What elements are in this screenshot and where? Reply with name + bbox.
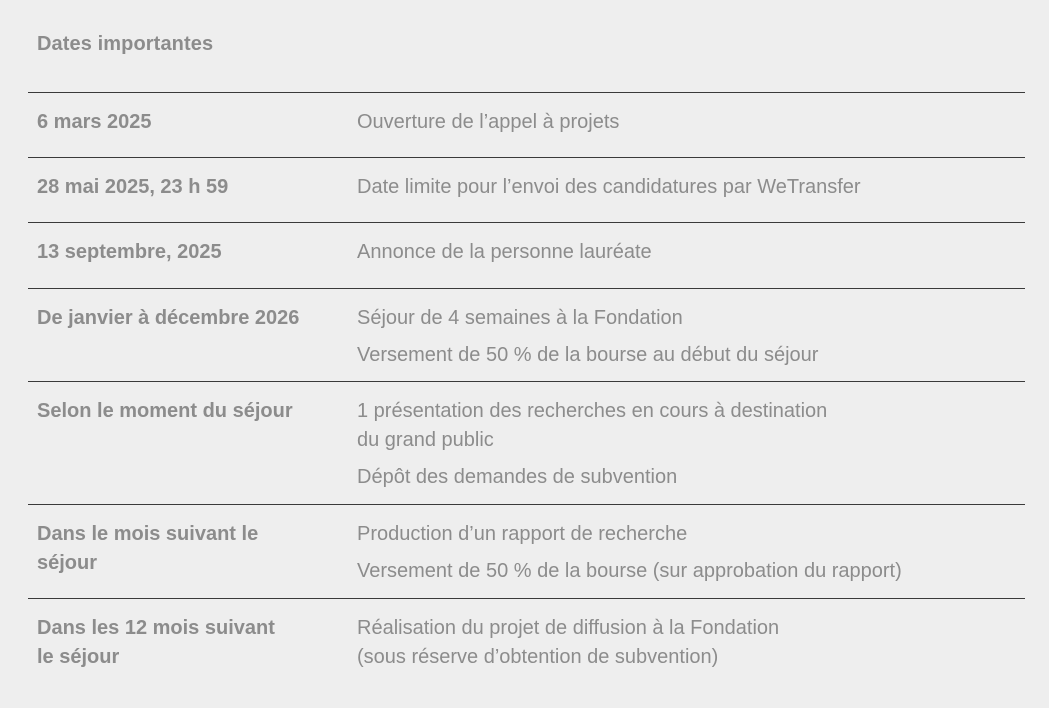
row-date: 13 septembre, 2025 (37, 241, 222, 263)
table-row (28, 382, 1025, 505)
row-description: Annonce de la personne lauréate (357, 241, 652, 263)
table-row (28, 289, 1025, 382)
table-row (28, 599, 1025, 699)
row-description: Production d’un rapport de recherche Versement de 50 % de la bourse (sur approbation du rapport) (357, 523, 902, 582)
row-description: Séjour de 4 semaines à la Fondation Versement de 50 % de la bourse au début du séjour (357, 307, 819, 366)
row-description: Date limite pour l’envoi des candidatures par WeTransfer (357, 176, 861, 198)
row-date: 28 mai 2025, 23 h 59 (37, 176, 229, 198)
table-row (28, 505, 1025, 599)
row-date: De janvier à décembre 2026 (37, 307, 300, 329)
row-description: Ouverture de l’appel à projets (357, 111, 620, 133)
dates-table (28, 92, 1025, 699)
row-description: Réalisation du projet de diffusion à la Fondation (sous réserve d’obtention de subvention) (357, 617, 780, 668)
table-row (28, 93, 1025, 158)
row-date: Dans les 12 mois suivant le séjour (37, 617, 275, 668)
table-row (28, 158, 1025, 223)
row-date: Selon le moment du séjour (37, 400, 293, 422)
row-description: 1 présentation des recherches en cours à destination du grand public Dépôt des demandes de subvention (357, 400, 828, 488)
section-title: Dates importantes (37, 33, 214, 55)
table-row (28, 223, 1025, 289)
row-date: 6 mars 2025 (37, 111, 152, 133)
row-date: Dans le mois suivant le séjour (37, 523, 259, 574)
